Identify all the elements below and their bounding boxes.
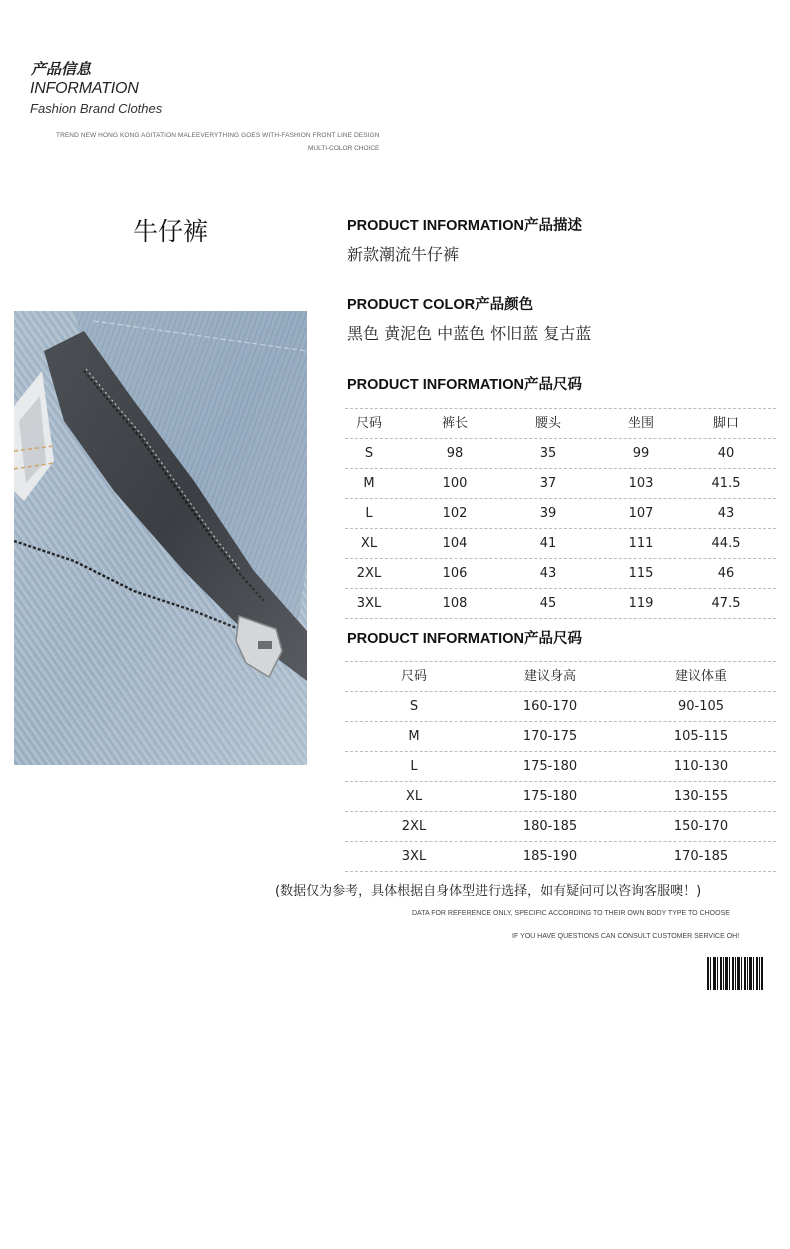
- table-row: [345, 781, 776, 811]
- barcode-icon: [707, 957, 763, 990]
- waist-cell: 43: [539, 566, 557, 581]
- fit-table-title: PRODUCT INFORMATION产品尺码: [347, 631, 582, 647]
- size-header-hip: 坐围: [627, 416, 655, 431]
- length-cell: 106: [442, 566, 468, 581]
- header-title-en: INFORMATION: [30, 80, 139, 97]
- weight-cell: 150-170: [673, 819, 729, 834]
- table-row: [345, 721, 776, 751]
- color-options: 黑色 黄泥色 中蓝色 怀旧蓝 复古蓝: [347, 324, 592, 343]
- waist-cell: 45: [539, 596, 557, 611]
- table-row: [345, 528, 776, 558]
- header-title-cn: 产品信息: [31, 60, 92, 78]
- length-cell: 98: [446, 446, 464, 461]
- size-header-waist: 腰头: [534, 416, 562, 431]
- height-cell: 170-175: [522, 729, 578, 744]
- length-cell: 108: [442, 596, 468, 611]
- size-cell: S: [409, 699, 419, 714]
- hem-cell: 41.5: [711, 476, 741, 491]
- size-table: [345, 408, 776, 619]
- size-cell: S: [364, 446, 374, 461]
- height-cell: 160-170: [522, 699, 578, 714]
- table-row: [345, 468, 776, 498]
- info-description: 新款潮流牛仔裤: [347, 245, 460, 264]
- waist-cell: 41: [539, 536, 557, 551]
- table-row: [345, 811, 776, 841]
- table-row: [345, 438, 776, 468]
- size-header-hem: 脚口: [712, 416, 740, 431]
- size-cell: 2XL: [401, 819, 427, 834]
- table-row: [345, 841, 776, 872]
- size-cell: 3XL: [401, 849, 427, 864]
- waist-cell: 37: [539, 476, 557, 491]
- size-cell: L: [365, 506, 373, 521]
- length-cell: 100: [442, 476, 468, 491]
- size-cell: 2XL: [356, 566, 382, 581]
- hem-cell: 43: [717, 506, 735, 521]
- hip-cell: 111: [628, 536, 654, 551]
- size-cell: XL: [360, 536, 378, 551]
- size-table-header-row: [345, 408, 776, 438]
- fit-header-size: 尺码: [400, 669, 428, 684]
- hip-cell: 99: [632, 446, 650, 461]
- header-tagline-line2: MULTI-COLOR CHOICE: [308, 145, 380, 152]
- fit-table-header-row: [345, 661, 776, 691]
- waist-cell: 39: [539, 506, 557, 521]
- fit-header-weight: 建议体重: [674, 669, 728, 684]
- size-cell: M: [363, 476, 375, 491]
- table-row: [345, 751, 776, 781]
- height-cell: 185-190: [522, 849, 578, 864]
- note-en-line2: IF YOU HAVE QUESTIONS CAN CONSULT CUSTOMER SERVICE OH!: [512, 933, 740, 940]
- weight-cell: 110-130: [673, 759, 729, 774]
- height-cell: 180-185: [522, 819, 578, 834]
- header-subtitle: Fashion Brand Clothes: [30, 101, 163, 116]
- hem-cell: 46: [717, 566, 735, 581]
- hip-cell: 119: [628, 596, 654, 611]
- size-table-title: PRODUCT INFORMATION产品尺码: [347, 377, 582, 393]
- table-row: [345, 498, 776, 528]
- size-cell: 3XL: [356, 596, 382, 611]
- hip-cell: 107: [628, 506, 654, 521]
- hip-cell: 103: [628, 476, 654, 491]
- size-cell: XL: [405, 789, 423, 804]
- height-cell: 175-180: [522, 759, 578, 774]
- note-en-line1: DATA FOR REFERENCE ONLY, SPECIFIC ACCORDING TO THEIR OWN BODY TYPE TO CHOOSE: [412, 910, 730, 917]
- header-tagline-line1: TREND NEW HONG KONG AGITATION MALEEVERYTHING GOES WITH-FASHION FRONT LINE DESIGN: [56, 132, 380, 139]
- height-cell: 175-180: [522, 789, 578, 804]
- waist-cell: 35: [539, 446, 557, 461]
- size-header-size: 尺码: [355, 416, 383, 431]
- length-cell: 104: [442, 536, 468, 551]
- table-row: [345, 588, 776, 619]
- hip-cell: 115: [628, 566, 654, 581]
- size-cell: L: [410, 759, 418, 774]
- weight-cell: 105-115: [673, 729, 729, 744]
- product-name: 牛仔裤: [133, 217, 209, 246]
- weight-cell: 130-155: [673, 789, 729, 804]
- color-section-title: PRODUCT COLOR产品颜色: [347, 297, 534, 313]
- info-section-title: PRODUCT INFORMATION产品描述: [347, 218, 582, 234]
- fit-table: [345, 661, 776, 872]
- table-row: [345, 558, 776, 588]
- size-cell: M: [408, 729, 420, 744]
- table-row: [345, 691, 776, 721]
- product-photo: [14, 311, 307, 765]
- hem-cell: 47.5: [711, 596, 741, 611]
- fit-header-height: 建议身高: [523, 669, 577, 684]
- hem-cell: 44.5: [711, 536, 741, 551]
- length-cell: 102: [442, 506, 468, 521]
- weight-cell: 90-105: [677, 699, 725, 714]
- weight-cell: 170-185: [673, 849, 729, 864]
- note-cn: (数据仅为参考，具体根据自身体型进行选择，如有疑问可以咨询客服噢！): [275, 884, 702, 899]
- size-header-length: 裤长: [441, 416, 469, 431]
- hem-cell: 40: [717, 446, 735, 461]
